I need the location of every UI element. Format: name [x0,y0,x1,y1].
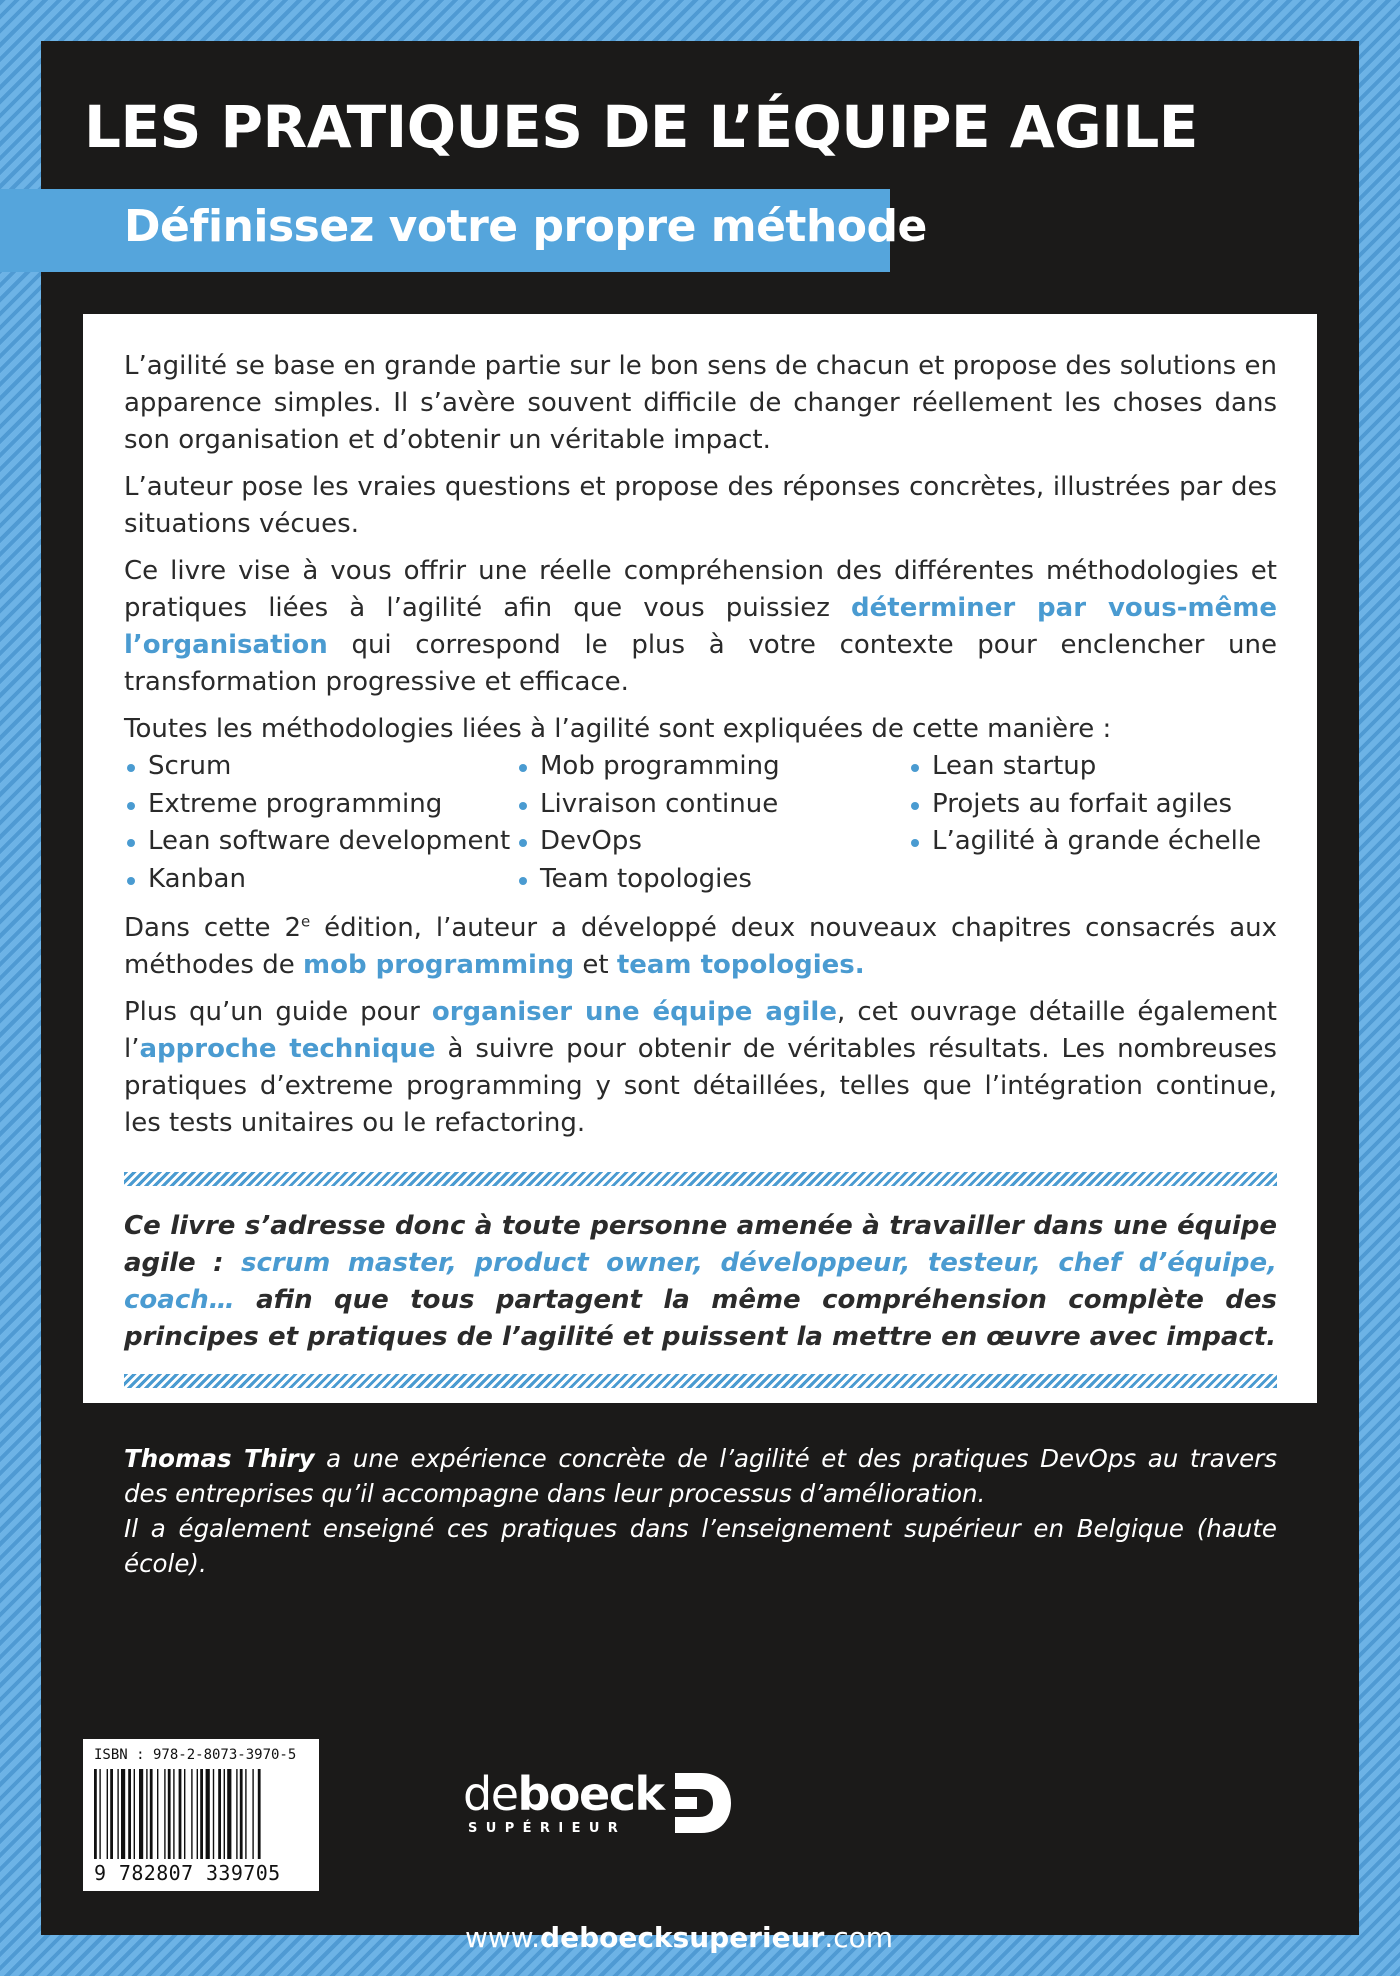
list-item: Livraison continue [516,786,908,824]
highlight-text: déterminer par vous-même l’organisation [124,593,1277,660]
book-subtitle: Définissez votre propre méthode [124,201,927,252]
paragraph-purpose: Ce livre vise à vous offrir une réelle compréhension des différentes méthodologies et pratiques liées à l’agilité afin que vous puissiez déterminer par vous-même l’organisation qui correspond le plus à votre contexte pour enclencher une transformation progressive et efficace. [124,556,1277,697]
author-name: Thomas Thiry [124,1444,315,1473]
publisher-d-mark-icon [671,1771,733,1835]
paragraph-intro: L’agilité se base en grande partie sur le bon sens de chacun et propose des solutions en apparence simples. Il s’avère souvent difficile de changer réellement les choses dans son organisation et d’obtenir un véritable impact. [124,351,1277,455]
highlight-text: team topologies. [616,950,865,980]
highlight-text: scrum master, product owner, développeur, testeur, chef d’équipe, coach… [124,1248,1277,1315]
publisher-website: www.deboecksuperieur.com [465,1921,894,1954]
subtitle-band [0,189,927,272]
author-bio-line: Il a également enseigné ces pratiques dans l’enseignement supérieur en Belgique (haute école). [124,1514,1277,1578]
methodology-list [124,748,1277,898]
cover-panel [41,41,1359,1954]
methodology-column [908,748,1277,898]
description-content [124,348,1277,1388]
description-box [83,314,1317,1403]
barcode-digits: 9 782807 339705 [94,1861,281,1885]
list-item: DevOps [516,823,908,861]
list-item: Lean startup [908,748,1277,786]
list-item: Extreme programming [124,786,516,824]
list-item: Projets au forfait agiles [908,786,1277,824]
logo-subtitle: SUPÉRIEUR [468,1821,627,1836]
audience-statement: Ce livre s’adresse donc à toute personne amenée à travailler dans une équipe agile : scrum master, product owner, développeur, testeur, chef d’équipe, coach… afin que tous partagent la même compréhension complète des principes et pratiques de l’agilité et puissent la mettre en œuvre avec impact. [124,1211,1277,1352]
author-bio-line: Thomas Thiry a une expérience concrète de l’agilité et des pratiques DevOps au travers des entreprises qu’il accompagne dans leur processus d’amélioration. [124,1444,1277,1508]
paragraph-second-edition: Dans cette 2e édition, l’auteur a développé deux nouveaux chapitres consacrés aux méthodes de mob programming et team topologies. [124,912,1277,980]
isbn-label: ISBN : 978-2-8073-3970-5 [94,1747,297,1763]
paragraph-author-approach: L’auteur pose les vraies questions et propose des réponses concrètes, illustrées par des situations vécues. [124,472,1277,539]
list-item: Lean software development [124,823,516,861]
book-title: LES PRATIQUES DE L’ÉQUIPE AGILE [84,93,1198,161]
methodology-column [124,748,516,898]
logo-wordmark: deboeck [463,1767,664,1821]
list-item: Kanban [124,861,516,899]
list-item: L’agilité à grande échelle [908,823,1277,861]
list-intro: Toutes les méthodologies liées à l’agilité sont expliquées de cette manière : [124,714,1112,744]
highlight-text: organiser une équipe agile [431,997,837,1027]
isbn-barcode [83,1739,319,1891]
highlight-text: approche technique [139,1034,436,1064]
barcode-icon [92,1769,310,1859]
hatch-divider [124,1172,1277,1186]
paragraph-technical: Plus qu’un guide pour organiser une équipe agile, cet ouvrage détaille également l’approche technique à suivre pour obtenir de véritables résultats. Les nombreuses pratiques d’extreme programming y sont détaillées, telles que l’intégration continue, les tests unitaires ou le refactoring. [124,997,1277,1138]
highlight-text: mob programming [302,950,575,980]
author-bio [124,1441,1277,1581]
methodology-column [516,748,908,898]
list-item: Scrum [124,748,516,786]
list-item: Team topologies [516,861,908,899]
list-item: Mob programming [516,748,908,786]
hatch-divider [124,1374,1277,1388]
